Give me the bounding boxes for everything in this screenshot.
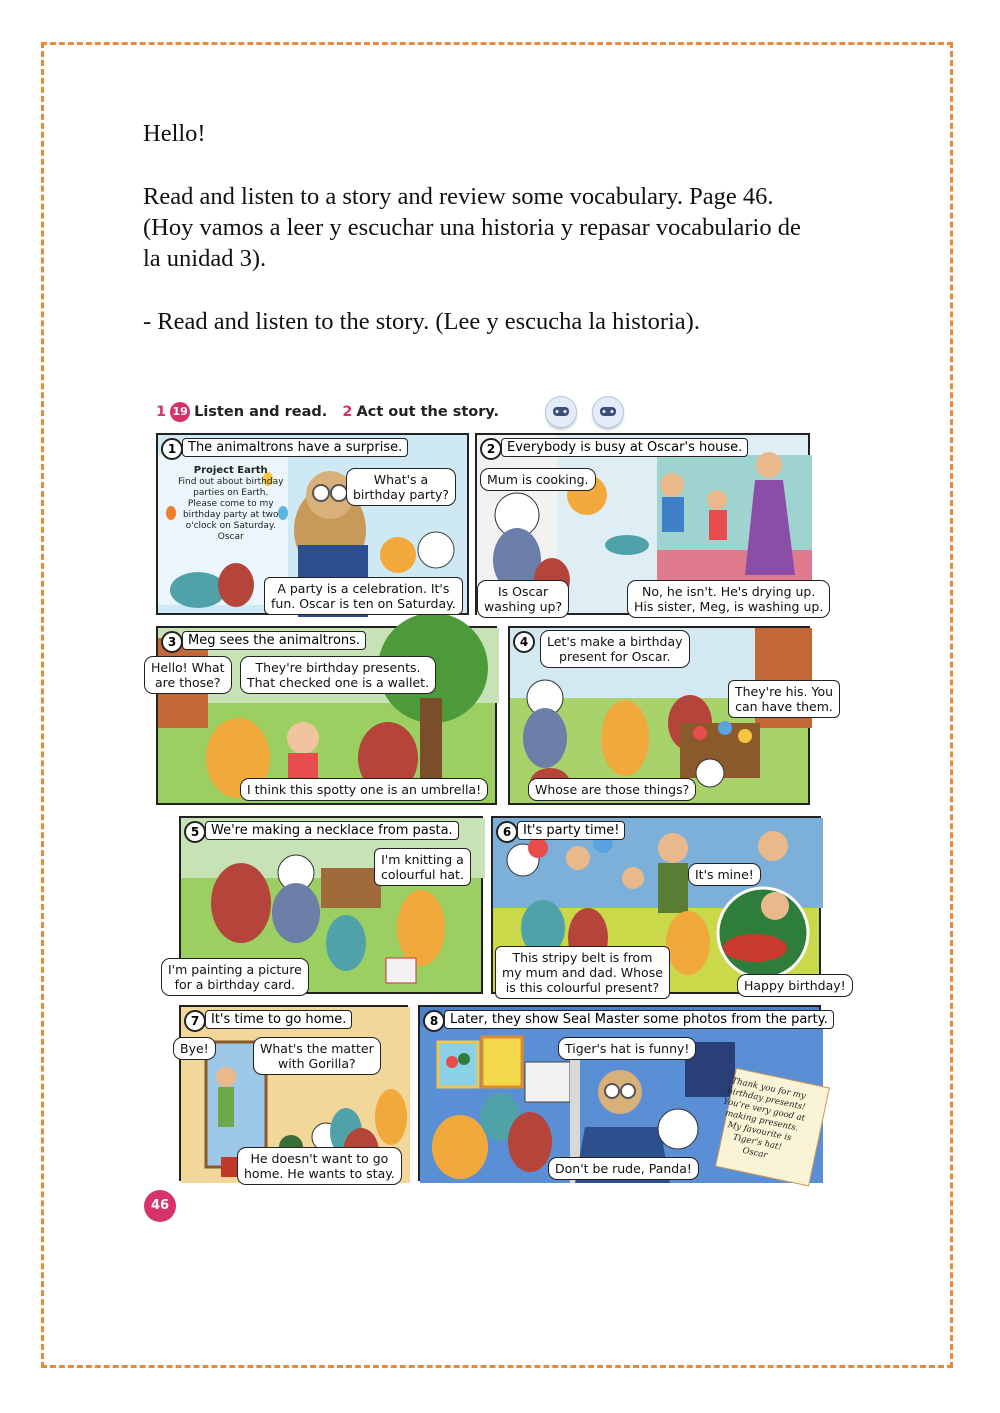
comic-panel-6 — [491, 816, 846, 995]
speech-bubble: They're his. You can have them. — [728, 680, 840, 718]
intro-line: la unidad 3). — [143, 245, 267, 272]
intro-text — [143, 118, 873, 337]
speech-bubble: It's mine! — [688, 863, 761, 886]
panel-number: 1 — [161, 438, 183, 460]
panel-number: 3 — [161, 631, 183, 653]
gamepad-icon[interactable] — [592, 396, 624, 428]
textbook-page — [140, 390, 846, 1230]
speech-bubble: Hello! What are those? — [144, 656, 232, 694]
note-title: Project Earth — [193, 465, 268, 476]
panel-caption: Later, they show Seal Master some photos from the party. — [444, 1010, 834, 1029]
panel-number: 7 — [184, 1010, 206, 1032]
speech-bubble: Let's make a birthday present for Oscar. — [540, 630, 690, 668]
thank-you-letter: Thank you for my birthday presents! You're very good at making presents. My favourite is Tiger's hat! Oscar — [722, 1075, 807, 1161]
speech-bubble: Bye! — [173, 1037, 216, 1060]
speech-bubble: Don't be rude, Panda! — [548, 1157, 699, 1180]
panel-number: 6 — [496, 821, 518, 843]
speech-bubble: Happy birthday! — [737, 974, 853, 997]
panel-caption: The animaltrons have a surprise. — [182, 438, 408, 457]
speech-bubble: No, he isn't. He's drying up. His sister, Meg, is washing up. — [627, 580, 830, 618]
speech-bubble: What's a birthday party? — [346, 468, 456, 506]
panel-caption: Meg sees the animaltrons. — [182, 631, 366, 650]
panel-number: 4 — [513, 631, 535, 653]
speech-bubble: This stripy belt is from my mum and dad. Whose is this colourful present? — [495, 946, 670, 999]
speech-bubble: Is Oscar washing up? — [477, 580, 569, 618]
panel-caption: It's party time! — [517, 821, 625, 840]
greeting: Hello! — [143, 120, 206, 147]
comic-panel-1 — [156, 433, 469, 615]
speech-bubble: What's the matter with Gorilla? — [253, 1037, 381, 1075]
panel-caption: It's time to go home. — [205, 1010, 352, 1029]
panel-number: 2 — [480, 438, 502, 460]
exercise-number: 1 — [156, 404, 167, 420]
speech-bubble: Tiger's hat is funny! — [558, 1037, 696, 1060]
comic-panel-2 — [475, 433, 824, 615]
exercise-number: 2 — [342, 404, 353, 420]
comic-panel-4 — [508, 626, 834, 805]
comic-panel-8 — [418, 1005, 828, 1181]
speech-bubble: I'm painting a picture for a birthday card. — [161, 958, 309, 996]
instruction: - Read and listen to the story. (Lee y escucha la historia). — [143, 308, 700, 335]
exercise-title: Act out the story. — [356, 404, 500, 420]
exercise-header — [156, 402, 499, 422]
note-body: Find out about birthday parties on Earth. Please come to my birthday party at two o'clock on Saturday. Oscar — [178, 477, 284, 542]
page-number-badge: 46 — [144, 1190, 176, 1222]
gamepad-icon[interactable] — [545, 396, 577, 428]
speech-bubble: I'm knitting a colourful hat. — [374, 848, 471, 886]
speech-bubble: Whose are those things? — [528, 778, 696, 801]
intro-line: (Hoy vamos a leer y escuchar una historia y repasar vocabulario de — [143, 214, 801, 241]
cd-track-icon: 19 — [170, 402, 190, 422]
speech-bubble: He doesn't want to go home. He wants to stay. — [237, 1147, 402, 1185]
comic-panel-5 — [168, 816, 483, 994]
intro-line: Read and listen to a story and review some vocabulary. Page 46. — [143, 183, 774, 210]
comic-panel-3 — [151, 626, 497, 805]
exercise-title: Listen and read. — [194, 404, 328, 420]
invitation-note — [178, 465, 283, 543]
speech-bubble: Mum is cooking. — [480, 468, 596, 491]
panel-caption: Everybody is busy at Oscar's house. — [501, 438, 748, 457]
panel-number: 5 — [184, 821, 206, 843]
comic-panel-7 — [179, 1005, 408, 1181]
speech-bubble: A party is a celebration. It's fun. Oscar is ten on Saturday. — [264, 577, 463, 615]
speech-bubble: They're birthday presents. That checked one is a wallet. — [240, 656, 436, 694]
panel-number: 8 — [423, 1010, 445, 1032]
speech-bubble: I think this spotty one is an umbrella! — [240, 778, 488, 801]
panel-caption: We're making a necklace from pasta. — [205, 821, 459, 840]
